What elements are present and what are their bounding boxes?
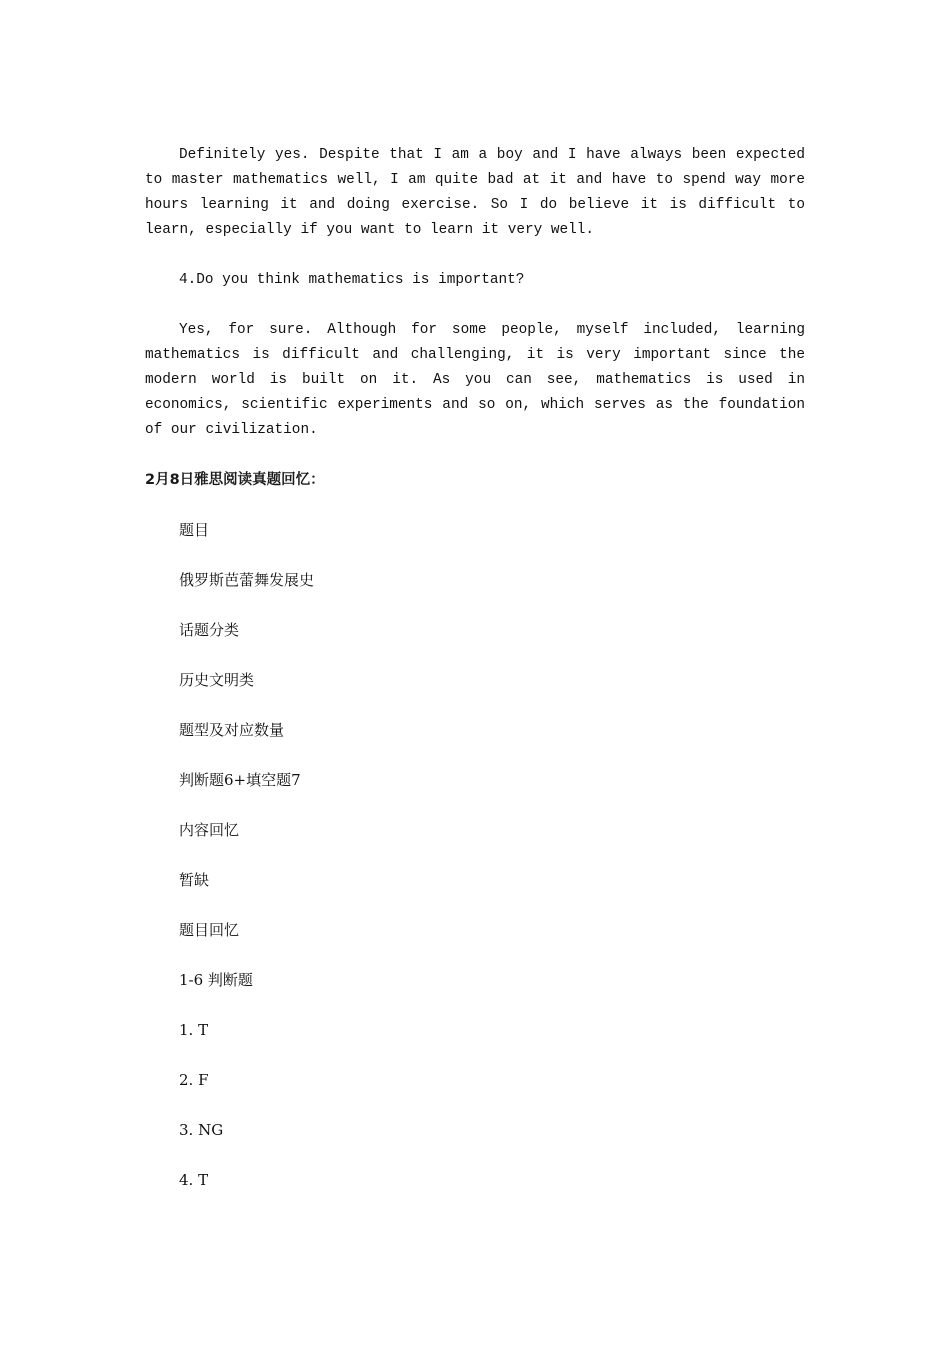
recall-answer-1: 1. T bbox=[179, 1021, 209, 1039]
recall-item-type-label: 题型及对应数量 bbox=[179, 721, 285, 739]
recall-list bbox=[145, 518, 805, 1193]
question-q4: 4.Do you think mathematics is important? bbox=[179, 272, 525, 288]
answer-paragraph-q3: Definitely yes. Despite that I am a boy and I have always been expected to master mathematics well, I am quite bad at it and have to spend way more hours learning it and doing exercise. So I do believe it is difficult to learn, especially if you want to learn it very well. bbox=[145, 147, 805, 238]
answer-paragraph-q4: Yes, for sure. Although for some people, myself included, learning mathematics is difficult and challenging, it is very important since the modern world is built on it. As you can see, mathematics is used in economics, scientific experiments and so on, which serves as the foundation of our civilization. bbox=[145, 322, 805, 438]
section-heading: 2月8日雅思阅读真题回忆： bbox=[145, 472, 325, 488]
recall-item-questions-label: 题目回忆 bbox=[179, 921, 240, 939]
recall-item-topic-value: 历史文明类 bbox=[179, 671, 255, 689]
recall-item-content-label: 内容回忆 bbox=[179, 821, 240, 839]
spacer bbox=[145, 293, 805, 318]
recall-item-type-value: 判断题6+填空题7 bbox=[179, 771, 301, 789]
recall-answer-3: 3. NG bbox=[179, 1121, 224, 1139]
spacer bbox=[145, 443, 805, 468]
recall-answer-2: 2. F bbox=[179, 1071, 209, 1089]
spacer bbox=[145, 493, 805, 518]
recall-answer-4: 4. T bbox=[179, 1171, 209, 1189]
recall-item-title-value: 俄罗斯芭蕾舞发展史 bbox=[179, 571, 315, 589]
document-content bbox=[145, 143, 805, 1193]
spacer bbox=[145, 243, 805, 268]
recall-item-topic-label: 话题分类 bbox=[179, 621, 240, 639]
recall-item-judgement-range: 1-6 判断题 bbox=[179, 971, 253, 989]
recall-item-title-label: 题目 bbox=[179, 521, 210, 539]
recall-item-content-value: 暂缺 bbox=[179, 871, 210, 889]
